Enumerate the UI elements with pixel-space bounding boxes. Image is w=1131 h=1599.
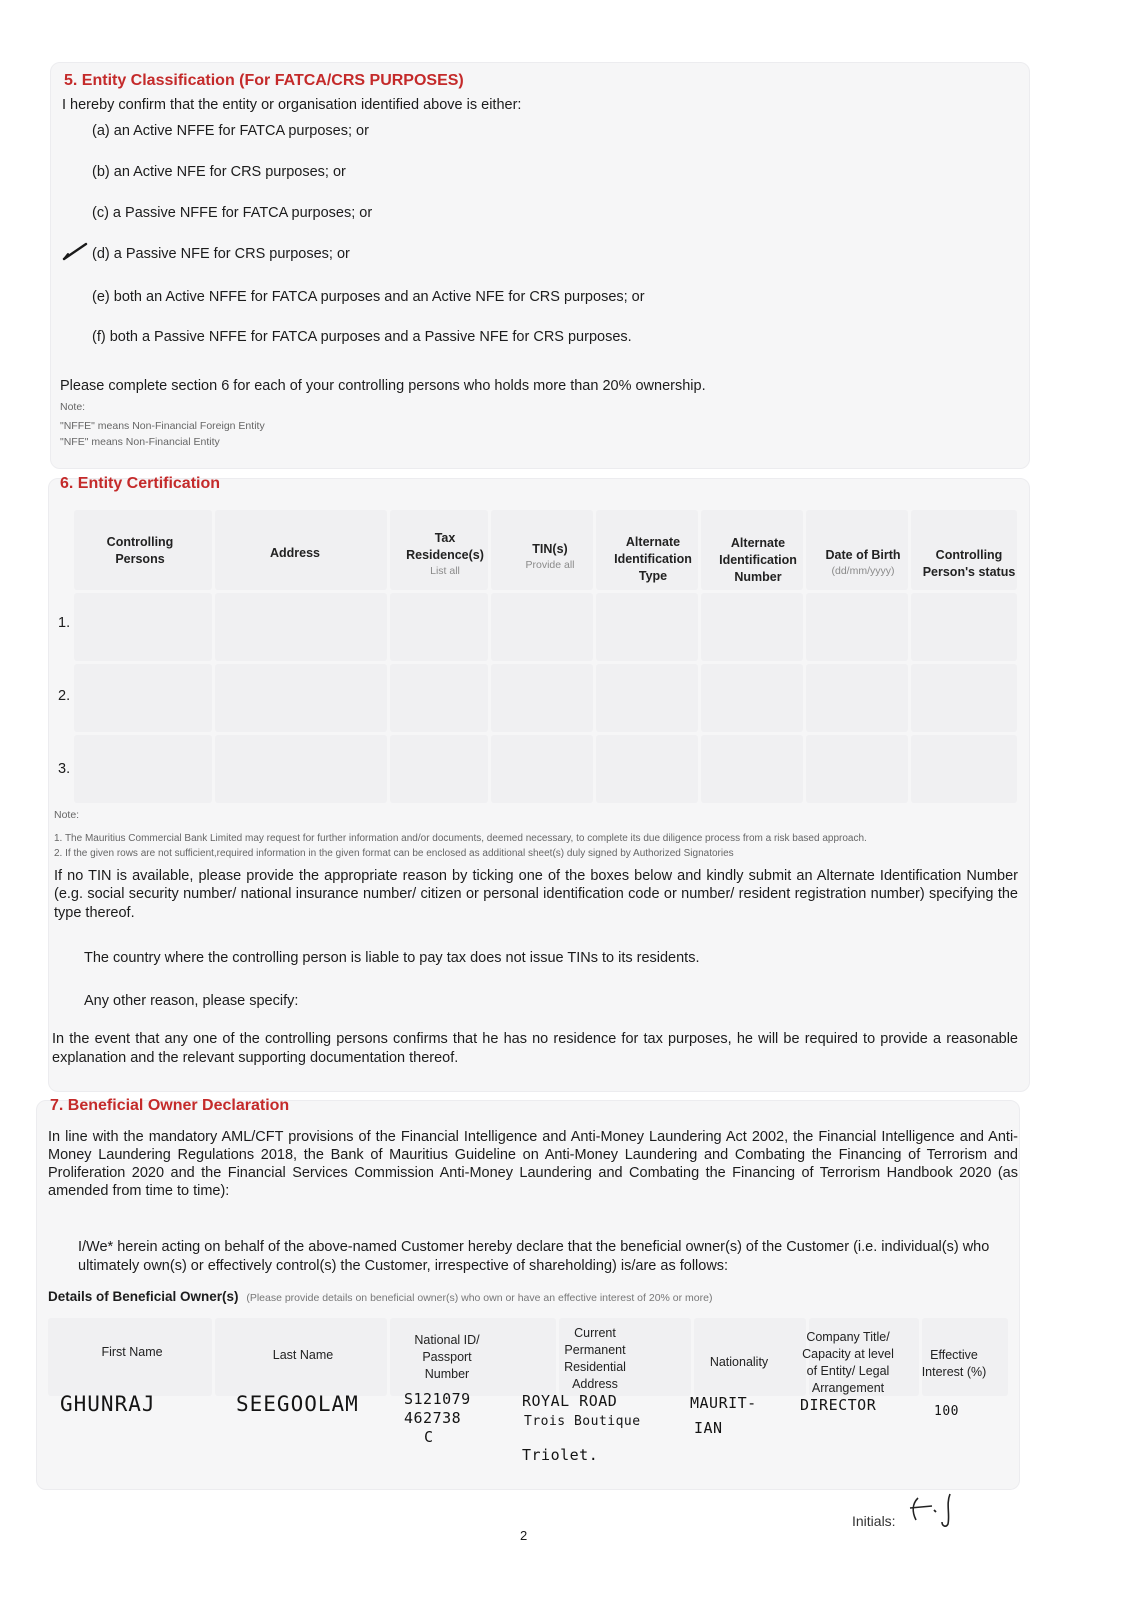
col-first-name: First Name [101,1345,163,1359]
table-cell[interactable] [596,593,698,661]
table-cell[interactable] [806,664,908,732]
row-number-1: 1. [58,615,71,631]
handwritten-id-line3: C [424,1428,434,1446]
table-cell[interactable] [215,735,387,803]
table-cell[interactable] [74,735,212,803]
section-6-note-label: Note: [54,809,80,821]
page-number: 2 [520,1528,528,1543]
handwritten-address-line3: Triolet. [522,1446,599,1464]
reason-no-tins-issued[interactable]: The country where the controlling person is liable to pay tax does not issue TINs to its residents. [84,950,700,966]
table-cell[interactable] [74,593,212,661]
table-cell[interactable] [491,735,593,803]
handwritten-last-name: SEEGOOLAM [236,1392,359,1416]
initials-label: Initials: [852,1513,896,1529]
option-b[interactable]: (b) an Active NFE for CRS purposes; or [92,164,346,180]
option-c[interactable]: (c) a Passive NFFE for FATCA purposes; or [92,205,373,221]
col-controlling-status: Controlling Person's status [922,548,1016,579]
col-tax-residence: Tax Residence(s) List all [406,531,484,577]
handwritten-id-line1: S121079 [404,1390,471,1408]
col-nationality: Nationality [709,1355,769,1369]
table-cell[interactable] [596,735,698,803]
col-last-name: Last Name [272,1348,334,1362]
residence-text: In the event that any one of the controlling persons confirms that he has no residence for tax purposes, he will be required to provide a reasonable explanation and the relevant supporting documentation thereof. [52,1031,1018,1066]
section-5-note-label: Note: [60,401,86,413]
table-cell[interactable] [215,664,387,732]
section-6-note-2: 2. If the given rows are not sufficient,required information in the given format can be enclosed as additional sheet(s) duly signed by Authorized Signatories [54,848,734,859]
table-cell[interactable] [911,593,1017,661]
option-f[interactable]: (f) both a Passive NFFE for FATCA purposes and a Passive NFE for CRS purposes. [92,329,632,345]
handwritten-nationality-line1: MAURIT- [690,1394,757,1412]
table-cell[interactable] [911,664,1017,732]
col-tin: TIN(s) Provide all [525,542,575,571]
handwritten-address-line2: Trois Boutique [524,1414,641,1429]
col-alt-id-number: Alternate Identification Number [719,536,797,584]
initials-signature [906,1490,966,1530]
details-label: Details of Beneficial Owner(s) [48,1289,239,1304]
declaration-text: I/We* herein acting on behalf of the above-named Customer hereby declare that the beneficial owner(s) of the Customer (i.e. individual(s) who ultimately own(s) or effectively control(s) the Customer, irrespective of shareholding) is/are as follows: [78,1239,990,1274]
col-residential-address: Current Permanent Residential Address [564,1326,626,1391]
section-5-note-nffe: "NFFE" means Non-Financial Foreign Entity [60,420,265,432]
table-cell[interactable] [701,735,803,803]
table-cell[interactable] [491,593,593,661]
section-5-note-nfe: "NFE" means Non-Financial Entity [60,436,220,448]
no-tin-text: If no TIN is available, please provide the appropriate reason by ticking one of the boxes below and kindly submit an Alternate Identification Number (e.g. social security number/ national insurance number/ citizen or personal identification code or number/ resident registration number) specifying the type thereof. [54,868,1018,921]
col-national-id: National ID/ Passport Number [414,1333,480,1381]
table-cell[interactable] [806,735,908,803]
section-7-title: 7. Beneficial Owner Declaration [50,1097,290,1114]
col-controlling-persons: Controlling Persons [106,535,174,566]
handwritten-title: DIRECTOR [800,1396,877,1414]
table-cell[interactable] [701,593,803,661]
option-e[interactable]: (e) both an Active NFFE for FATCA purposes and an Active NFE for CRS purposes; or [92,289,645,305]
section-6-title: 6. Entity Certification [60,475,221,492]
details-sub: (Please provide details on beneficial owner(s) who own or have an effective interest of 20% or more) [246,1292,713,1304]
table-cell[interactable] [911,735,1017,803]
col-company-title: Company Title/ Capacity at level of Entity/ Legal Arrangement [802,1330,894,1395]
table-cell[interactable] [491,664,593,732]
section-7-intro: In line with the mandatory AML/CFT provisions of the Financial Intelligence and Anti-Money Laundering Act 2002, the Financial Intelligence and Anti-Money Laundering Regulations 2018, the Bank of Mauritius Guideline on Anti-Money Laundering and Combating the Financing of Terrorism and Proliferation 2020 and the Financial Services Commission Anti-Money Laundering and Combating the Financing of Terrorism Handbook 2020 (as amended from time to time): [48,1129,1018,1200]
table-cell[interactable] [390,593,488,661]
table-cell[interactable] [74,664,212,732]
handwritten-interest: 100 [934,1404,959,1419]
option-d[interactable]: (d) a Passive NFE for CRS purposes; or [92,246,350,262]
table-cell[interactable] [806,593,908,661]
table-cell[interactable] [390,664,488,732]
reason-other[interactable]: Any other reason, please specify: [84,993,299,1009]
details-heading [48,1289,712,1304]
handwritten-address-line1: ROYAL ROAD [522,1392,618,1410]
table-cell[interactable] [390,735,488,803]
table-cell[interactable] [215,593,387,661]
handwritten-nationality-line2: IAN [694,1419,723,1437]
section-5-instruction: Please complete section 6 for each of your controlling persons who holds more than 20% ownership. [60,378,706,394]
col-address: Address [269,546,321,560]
row-number-3: 3. [58,761,71,777]
handwritten-id-line2: 462738 [404,1409,462,1427]
tick-mark-icon [62,242,90,262]
option-a[interactable]: (a) an Active NFFE for FATCA purposes; or [92,123,369,139]
table-cell[interactable] [701,664,803,732]
table-cell[interactable] [596,664,698,732]
row-number-2: 2. [58,688,71,704]
col-effective-interest: Effective Interest (%) [921,1348,987,1379]
col-alt-id-type: Alternate Identification Type [614,535,692,583]
handwritten-first-name: GHUNRAJ [60,1392,156,1416]
section-5-title: 5. Entity Classification (For FATCA/CRS PURPOSES) [64,72,464,89]
section-6-note-1: 1. The Mauritius Commercial Bank Limited may request for further information and/or documents, deemed necessary, to complete its due diligence process from a risk based approach. [54,833,867,844]
col-date-of-birth: Date of Birth (dd/mm/yyyy) [825,548,901,577]
section-5-intro: I hereby confirm that the entity or organisation identified above is either: [62,97,522,113]
